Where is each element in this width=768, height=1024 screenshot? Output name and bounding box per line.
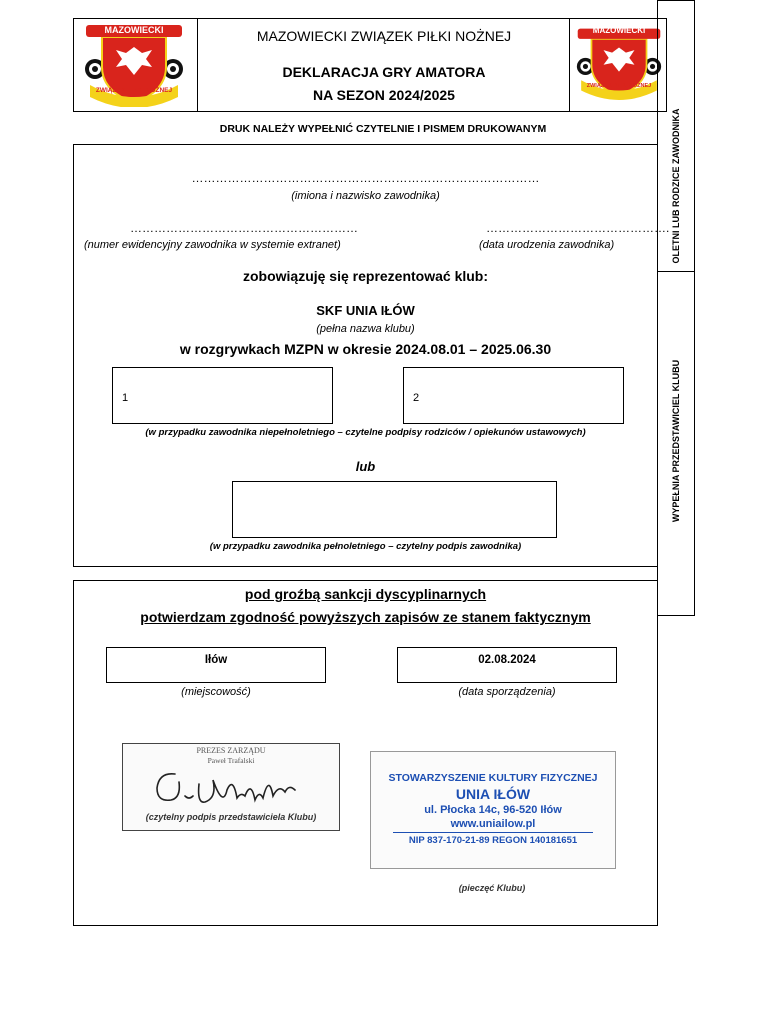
date-caption: (data sporządzenia) bbox=[458, 686, 556, 698]
commitment-heading: zobowiązuję się reprezentować klub: bbox=[242, 268, 489, 284]
minor-signature-caption: (w przypadku zawodnika niepełnoletniego – czytelne podpisy rodziców / opiekunów ustawowych) bbox=[145, 427, 586, 438]
logo-right-bottom-text: ZWIĄZEK PIŁKI NOŻNEJ bbox=[586, 83, 652, 89]
player-dob-field[interactable]: ………………………………………. bbox=[486, 221, 670, 235]
org-name: MAZOWIECKI ZWIĄZEK PIŁKI NOŻNEJ bbox=[256, 28, 512, 44]
document-header bbox=[73, 18, 667, 112]
player-name-field[interactable]: …………………………………………………………………………… bbox=[191, 171, 540, 185]
parent-signature-2-field[interactable] bbox=[403, 367, 624, 424]
player-dob-caption: (data urodzenia zawodnika) bbox=[479, 239, 615, 251]
header-text-cell bbox=[197, 19, 571, 111]
stamp-line2: UNIA IŁÓW bbox=[455, 786, 531, 802]
logo-left-cell bbox=[74, 19, 198, 111]
or-separator: lub bbox=[355, 459, 376, 474]
player-declaration-section bbox=[73, 144, 670, 567]
document-title-line1: DEKLARACJA GRY AMATORA bbox=[282, 64, 486, 80]
club-name: SKF UNIA IŁÓW bbox=[316, 303, 415, 318]
signature-title: PREZES ZARZĄDU bbox=[196, 746, 266, 755]
parent-signature-1-label: 1 bbox=[122, 392, 129, 404]
side-strip-lower-text: WYPEŁNIA PRZEDSTAWICIEL KLUBU bbox=[671, 359, 681, 523]
stamp-line4: www.uniailow.pl bbox=[450, 818, 536, 830]
player-id-caption: (numer ewidencyjny zawodnika w systemie extranet) bbox=[84, 239, 341, 251]
place-caption: (miejscowość) bbox=[181, 686, 251, 698]
mzpn-logo-right-icon bbox=[576, 25, 662, 101]
side-strip-upper-text: OLETNI LUB RODZICE ZAWODNIKA bbox=[671, 108, 681, 264]
side-strip bbox=[657, 0, 695, 616]
player-name-caption: (imiona i nazwisko zawodnika) bbox=[291, 190, 440, 202]
player-id-field[interactable]: ………………………………………………… bbox=[130, 221, 358, 235]
confirmation-line1: pod groźbą sankcji dyscyplinarnych bbox=[244, 586, 487, 602]
confirmation-line2: potwierdzam zgodność powyższych zapisów ze stanem faktycznym bbox=[140, 609, 591, 625]
signature-caption: (czytelny podpis przedstawiciela Klubu) bbox=[145, 812, 317, 822]
player-signature-field[interactable] bbox=[232, 481, 557, 538]
logo-left-top-text: MAZOWIECKI bbox=[104, 25, 164, 35]
stamp-line3: ul. Płocka 14c, 96-520 Iłów bbox=[424, 804, 562, 816]
club-stamp-image bbox=[370, 751, 616, 869]
stamp-line5: NIP 837-170-21-89 REGON 140181651 bbox=[408, 835, 578, 846]
mzpn-logo-left-icon bbox=[84, 23, 184, 107]
signature-name: Paweł Trafalski bbox=[207, 756, 255, 765]
adult-signature-caption: (w przypadku zawodnika pełnoletniego – czytelny podpis zawodnika) bbox=[209, 541, 522, 552]
date-field[interactable]: 02.08.2024 bbox=[397, 647, 617, 683]
stamp-line1: STOWARZYSZENIE KULTURY FIZYCZNEJ bbox=[388, 772, 598, 784]
stamp-divider bbox=[393, 832, 593, 833]
logo-right-top-text: MAZOWIECKI bbox=[592, 26, 646, 35]
club-caption: (pełna nazwa klubu) bbox=[316, 323, 415, 335]
logo-right-cell bbox=[569, 19, 666, 111]
parent-signature-2-label: 2 bbox=[413, 392, 420, 404]
logo-left-bottom-text: ZWIĄZEK PIŁKI NOŻNEJ bbox=[95, 87, 173, 94]
place-field[interactable]: Iłów bbox=[106, 647, 326, 683]
instructions-text: DRUK NALEŻY WYPEŁNIĆ CZYTELNIE I PISMEM DRUKOWANYM bbox=[219, 123, 547, 135]
representative-signature-image bbox=[122, 743, 340, 831]
document-title-line2: NA SEZON 2024/2025 bbox=[313, 87, 455, 103]
parent-signature-1-field[interactable] bbox=[112, 367, 333, 424]
club-confirmation-section bbox=[73, 580, 658, 926]
stamp-caption: (pieczęć Klubu) bbox=[458, 883, 526, 893]
season-period: w rozgrywkach MZPN w okresie 2024.08.01 – 2025.06.30 bbox=[179, 341, 552, 357]
